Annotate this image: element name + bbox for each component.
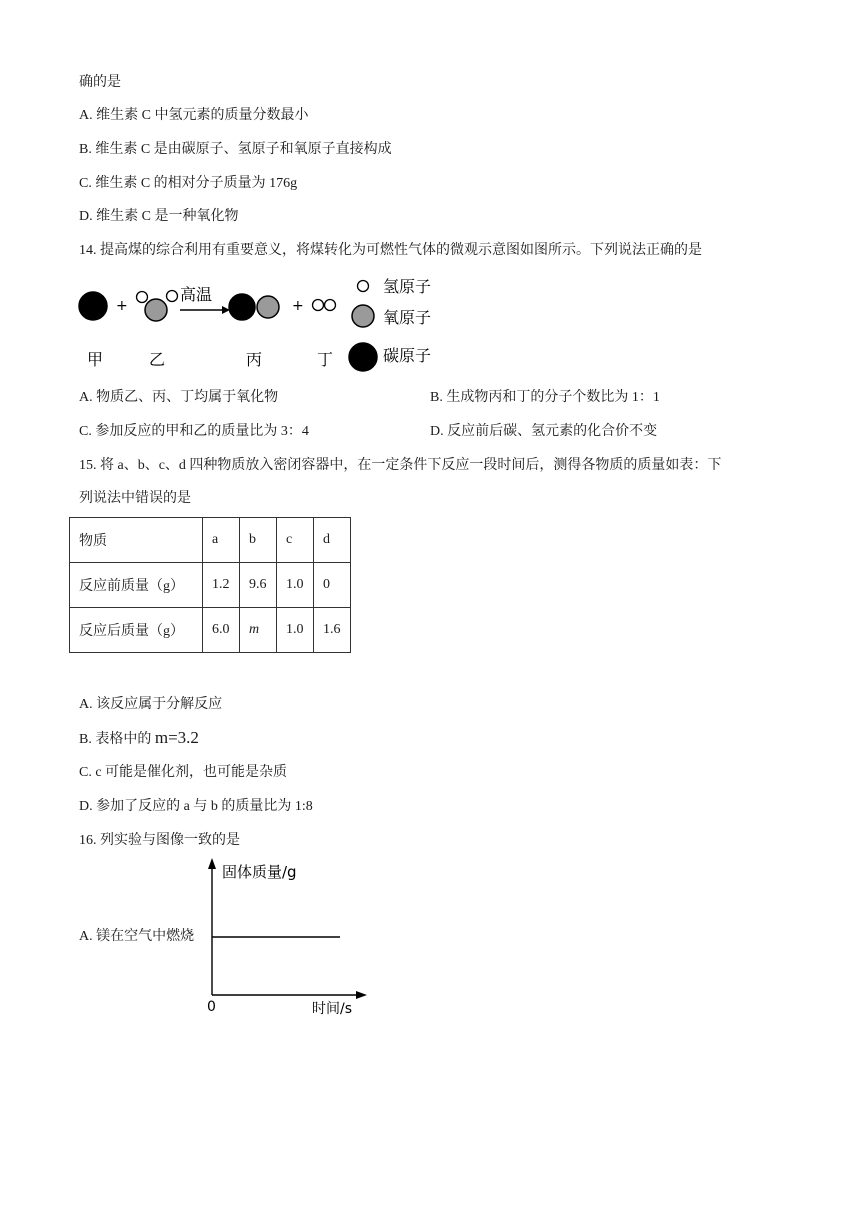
reactant-carbon-atom [79,292,107,320]
q15-option-b-value: m=3.2 [154,728,199,747]
legend-oxygen-label: 氧原子 [383,308,432,327]
y-axis-arrow [208,858,216,869]
table-header-cell: 物质 [70,518,203,563]
q15-option-d: D. 参加了反应的 a 与 b 的质量比为 1:8 [79,799,313,814]
q14-option-a: A. 物质乙、丙、丁均属于氧化物 [79,390,279,405]
plus-sign-1: + [116,298,128,314]
legend-oxygen-icon [352,305,374,327]
table-cell: 6.0 [203,608,240,653]
table-cell: 1.6 [314,608,351,653]
legend-carbon-icon [349,343,377,371]
legend-hydrogen-label: 氢原子 [383,277,432,296]
table-cell: m [240,608,277,653]
label-bing: 丙 [246,350,263,369]
label-ding: 丁 [317,350,334,369]
q14-stem: 14. 提高煤的综合利用有重要意义，将煤转化为可燃性气体的微观示意图如图所示。下列说法正确的是 [79,243,702,258]
table-row [70,563,351,608]
q16-option-a-graph [200,855,380,1015]
reactant-hydrogen-atom-2 [167,291,178,302]
origin-label: 0 [207,999,216,1015]
table-cell: 1.2 [203,563,240,608]
reactant-oxygen-atom [145,299,167,321]
q14-option-b: B. 生成物丙和丁的分子个数比为 1：1 [430,390,660,405]
q16-stem: 16. 列实验与图像一致的是 [79,833,240,848]
table-cell: 0 [314,563,351,608]
q16-option-a: A. 镁在空气中燃烧 [79,929,195,944]
legend-hydrogen-icon [358,281,369,292]
product-carbon-atom [229,294,255,320]
table-row [70,608,351,653]
product-hydrogen-atom-1 [313,300,324,311]
q15-stem-line2: 列说法中错误的是 [79,491,191,506]
q13-option-b: B. 维生素 C 是由碳原子、氢原子和氧原子直接构成 [79,142,392,157]
table-header-cell: d [314,518,351,563]
q13-option-a: A. 维生素 C 中氢元素的质量分数最小 [79,108,309,123]
x-axis-arrow [356,991,367,999]
q15-mass-table [69,517,351,653]
q14-reaction-diagram [70,270,470,380]
q14-option-d: D. 反应前后碳、氢元素的化合价不变 [430,424,658,439]
q13-option-c: C. 维生素 C 的相对分子质量为 176g [79,176,298,191]
q13-option-d: D. 维生素 C 是一种氧化物 [79,209,239,224]
table-header-row [70,518,351,563]
table-header-cell: b [240,518,277,563]
plus-sign-2: + [292,298,304,314]
product-hydrogen-atom-2 [325,300,336,311]
x-axis-label: 时间/s [312,1001,353,1015]
table-cell: 1.0 [277,608,314,653]
reaction-condition: 高温 [180,285,213,304]
q13-stem-tail: 确的是 [79,75,121,90]
y-axis-label: 固体质量/g [222,863,297,881]
table-cell: 反应后质量（g） [70,608,203,653]
table-cell: 9.6 [240,563,277,608]
table-header-cell: a [203,518,240,563]
legend-carbon-label: 碳原子 [383,346,432,365]
table-header-cell: c [277,518,314,563]
table-cell: 1.0 [277,563,314,608]
q14-option-c: C. 参加反应的甲和乙的质量比为 3：4 [79,424,309,439]
label-jia: 甲 [87,350,104,369]
table-cell: 反应前质量（g） [70,563,203,608]
q15-option-b-prefix: B. 表格中的 [79,732,155,747]
q15-option-c: C. c 可能是催化剂，也可能是杂质 [79,765,288,780]
reactant-hydrogen-atom-1 [137,292,148,303]
q15-stem-line1: 15. 将 a、b、c、d 四种物质放入密闭容器中，在一定条件下反应一段时间后，测得各物质的质量如表：下 [79,458,722,473]
q15-option-a: A. 该反应属于分解反应 [79,697,223,712]
label-yi: 乙 [149,350,166,369]
product-oxygen-atom [257,296,279,318]
q15-option-b [79,728,199,750]
